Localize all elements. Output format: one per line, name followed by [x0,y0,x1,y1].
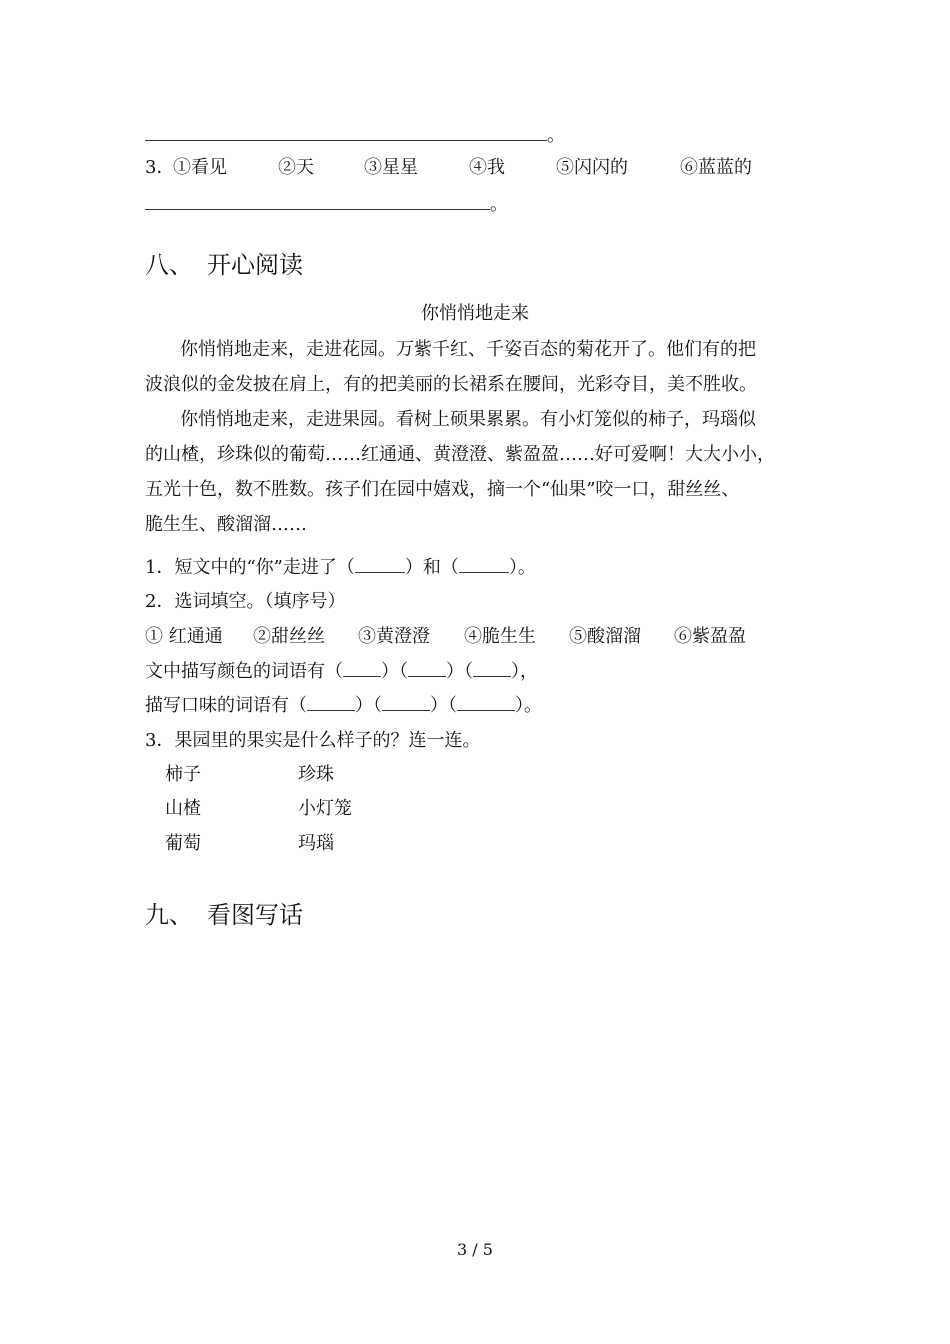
word-option-3: ③星星 [364,157,418,178]
section-title: 看图写话 [207,901,303,929]
passage-line: 波浪似的金发披在肩上，有的把美丽的长裙系在腰间，光彩夺目，美不胜收。 [145,374,757,395]
choice-option-6: ⑥紫盈盈 [674,626,746,647]
match-right-item[interactable]: 珍珠 [298,764,334,785]
fill-blank[interactable] [307,696,355,711]
color-words-line [145,660,538,684]
question-3-prompt: 3．果园里的果实是什么样子的？连一连。 [145,730,481,751]
separator: ）（ [355,695,382,716]
match-right-item[interactable]: 玛瑙 [298,833,334,854]
section-title: 开心阅读 [207,251,303,279]
q1-prefix: 1．短文中的“你”走进了（ [145,557,355,578]
answer-underline [145,195,490,210]
section-heading-8 [145,250,303,280]
word-option-1: ①看见 [173,157,227,178]
q7-3-label: 3． [145,157,175,178]
taste-words-line [145,694,542,718]
section-number: 八、 [145,251,193,279]
color-prefix: 文中描写颜色的词语有（ [145,661,343,682]
fill-blank[interactable] [457,696,515,711]
match-right-item[interactable]: 小灯笼 [298,798,352,819]
choice-option-4: ④脆生生 [464,626,536,647]
fill-blank[interactable] [355,558,405,573]
passage-line: 五光十色，数不胜数。孩子们在园中嬉戏，摘一个“仙果”咬一口，甜丝丝、 [145,479,740,500]
separator: ）（ [446,661,473,682]
period: 。 [490,194,508,215]
answer-line-1 [145,124,565,148]
choice-option-1: ① 红通通 [145,626,223,647]
section-number: 九、 [145,901,193,929]
passage-line: 的山楂，珍珠似的葡萄……红通通、黄澄澄、紫盈盈……好可爱啊！大大小小， [145,444,775,465]
passage-line: 脆生生、酸溜溜…… [145,514,307,535]
section-heading-9 [145,900,303,930]
match-left-item[interactable]: 葡萄 [165,833,201,854]
q7-3-row [145,156,174,180]
q1-mid: ）和（ [404,557,459,578]
question-2-prompt: 2．选词填空。（填序号） [145,591,346,612]
word-option-2: ②天 [278,157,314,178]
word-option-6: ⑥蓝蓝的 [680,157,752,178]
fill-blank[interactable] [382,696,430,711]
separator: ）（ [430,695,457,716]
answer-line-2 [145,193,508,217]
color-suffix: ）， [511,661,538,682]
page-number: 3 / 5 [457,1240,493,1259]
separator: ）（ [381,661,408,682]
choice-option-3: ③黄澄澄 [358,626,430,647]
passage-line: 你悄悄地走来，走进果园。看树上硕果累累。有小灯笼似的柿子，玛瑙似 [180,409,756,430]
taste-prefix: 描写口味的词语有（ [145,695,307,716]
answer-underline [145,126,547,141]
fill-blank[interactable] [343,662,381,677]
choice-option-5: ⑤酸溜溜 [569,626,641,647]
match-left-item[interactable]: 山楂 [165,798,201,819]
fill-blank[interactable] [459,558,509,573]
match-left-item[interactable]: 柿子 [165,764,201,785]
taste-suffix: ）。 [515,695,542,716]
choice-option-2: ②甜丝丝 [253,626,325,647]
word-option-4: ④我 [469,157,505,178]
fill-blank[interactable] [408,662,446,677]
passage-line: 你悄悄地走来，走进花园。万紫千红、千姿百态的菊花开了。他们有的把 [180,339,756,360]
passage-title: 你悄悄地走来 [421,303,529,324]
q1-suffix: ）。 [508,557,536,578]
word-option-5: ⑤闪闪的 [556,157,628,178]
period: 。 [547,125,565,146]
fill-blank[interactable] [473,662,511,677]
question-1 [145,556,536,580]
